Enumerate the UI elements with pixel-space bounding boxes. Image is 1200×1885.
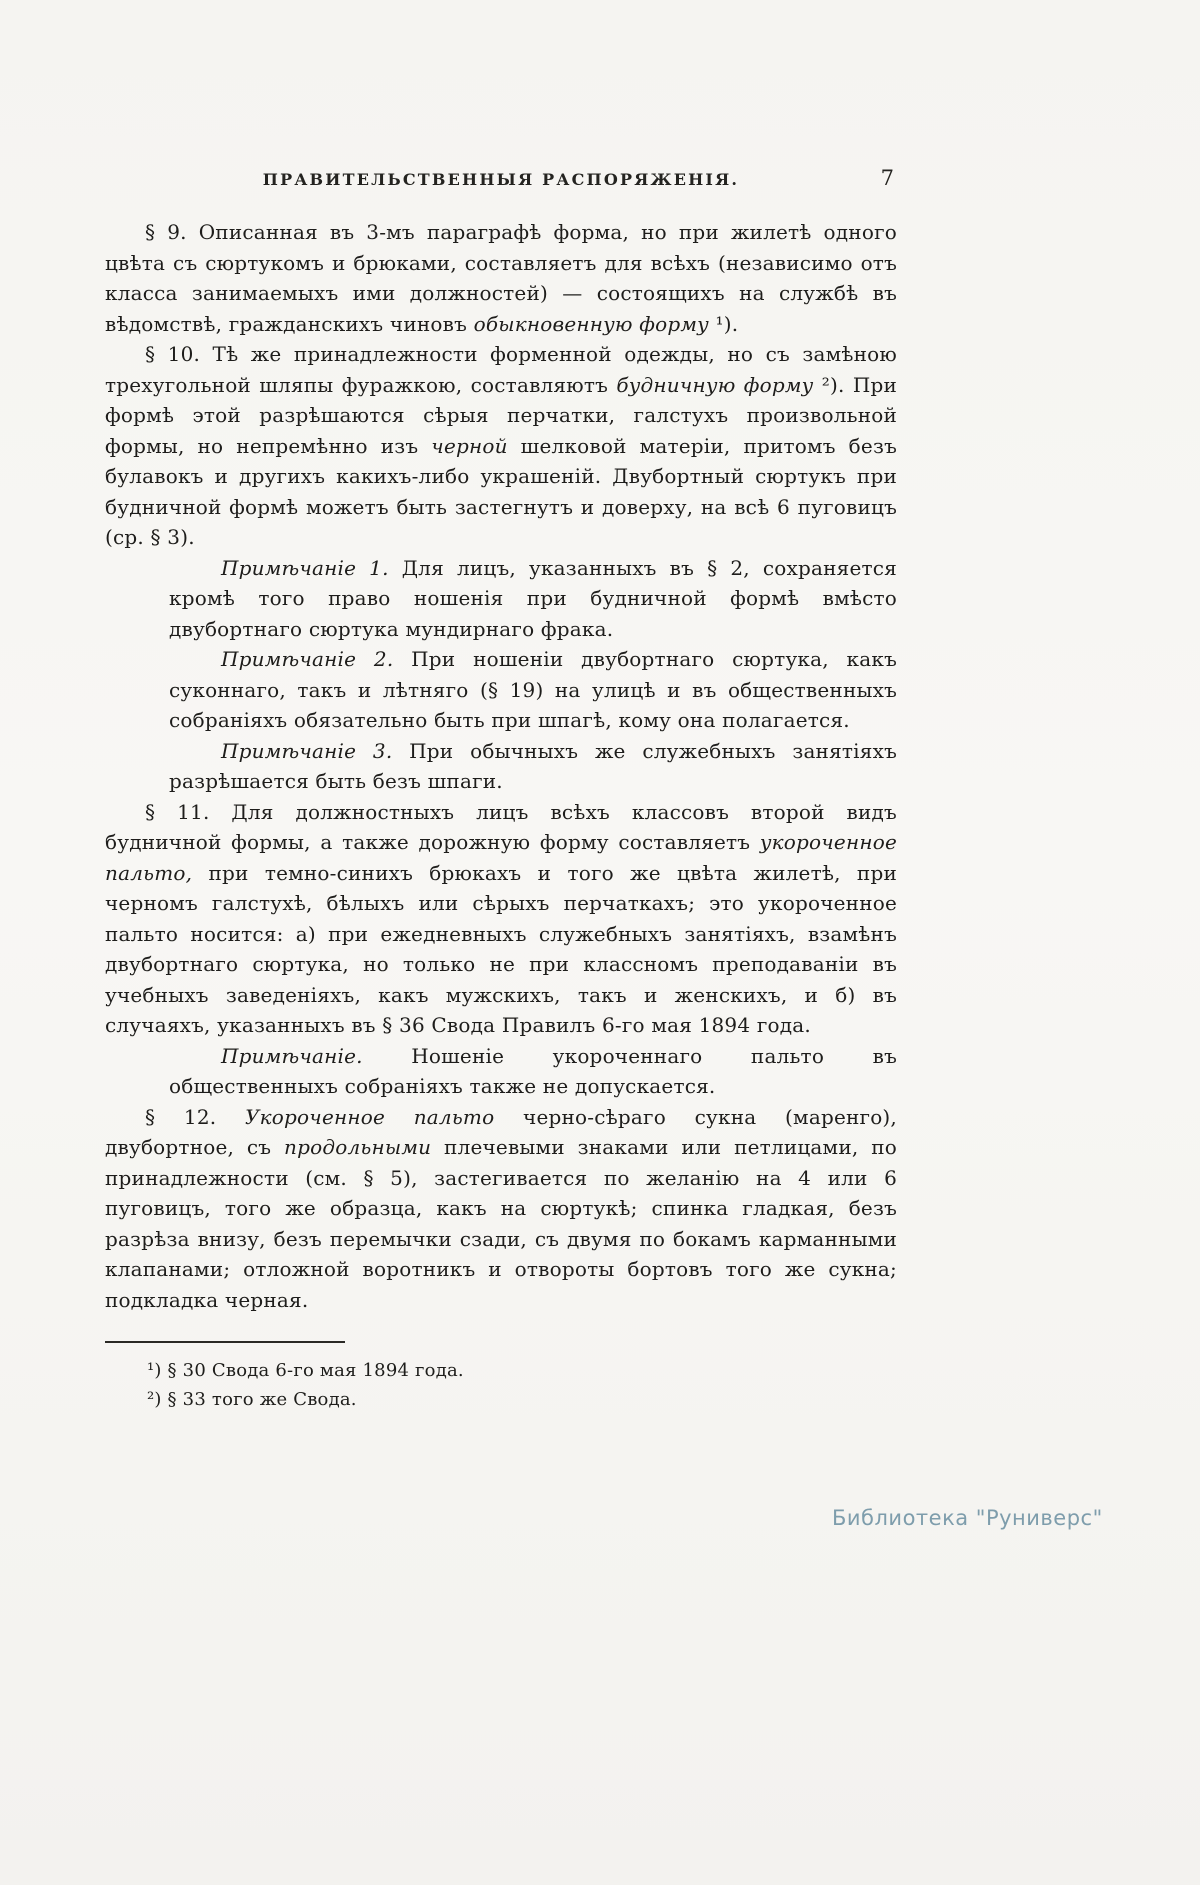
page-number: 7 — [880, 166, 895, 190]
paragraph-note-2 — [169, 644, 897, 736]
text-run-italic: Примѣчаніе 3. — [221, 738, 393, 763]
text-block — [105, 217, 897, 1315]
page-content — [105, 0, 897, 1414]
text-run: ¹). — [708, 311, 739, 336]
text-run-italic: будничную форму — [616, 372, 814, 397]
text-run-italic: Примѣчаніе 1. — [221, 555, 389, 580]
text-run: ²). При формѣ этой разрѣшаются сѣрыя перчатки, галстухъ произвольной формы, но непремѣнно изъ — [105, 372, 898, 458]
text-run: Для лицъ, указанныхъ въ § 2, сохраняется кромѣ того право ношенія при будничной формѣ вмѣсто двубортнаго сюртука мундирнаго фрака. — [169, 555, 897, 641]
text-run: При ношеніи двубортнаго сюртука, какъ суконнаго, такъ и лѣтняго (§ 19) на улицѣ и въ общественныхъ собраніяхъ обязательно быть при шпагѣ, кому она полагается. — [169, 647, 898, 732]
paragraph-note-4 — [169, 1041, 897, 1102]
footnote-2: ²) § 33 того же Свода. — [147, 1389, 357, 1410]
running-title: ПРАВИТЕЛЬСТВЕННЫЯ РАСПОРЯЖЕНІЯ. — [262, 170, 740, 189]
footnote-divider — [105, 1341, 345, 1343]
paragraph-section-9 — [105, 217, 897, 339]
text-run: Ношеніе укороченнаго пальто въ общественныхъ собраніяхъ также не допускается. — [169, 1043, 897, 1098]
text-run-italic: Укороченное пальто — [245, 1104, 495, 1129]
footnote-1: ¹) § 30 Свода 6-го мая 1894 года. — [147, 1360, 464, 1381]
text-run: черно-сѣраго сукна (маренго), двубортное, съ — [105, 1104, 897, 1159]
text-run: § 10. Тѣ же принадлежности форменной одежды, но съ замѣною трехугольной шляпы фуражкою, составляютъ — [105, 342, 897, 397]
text-run-italic: укороченное пальто, — [105, 830, 897, 885]
text-run-italic: Примѣчаніе. — [221, 1043, 363, 1068]
footnotes-section — [105, 1341, 897, 1414]
paragraph-note-3 — [169, 736, 897, 797]
paragraph-section-10 — [105, 339, 897, 553]
text-run-italic: Примѣчаніе 2. — [221, 647, 394, 671]
text-run: при темно-синихъ брюкахъ и того же цвѣта жилетѣ, при черномъ галстухѣ, бѣлыхъ или сѣрыхъ перчаткахъ; это укороченное пальто носится: а) при ежедневныхъ служебныхъ занятіяхъ, взамѣнъ двубортнаго сюртука, но только не при классномъ преподаваніи въ учебныхъ заведеніяхъ, какъ мужскихъ, такъ и женскихъ, и б) въ случаяхъ, указанныхъ въ § 36 Свода Правилъ 6-го мая 1894 года. — [105, 860, 897, 1037]
text-run-italic: обыкновенную форму — [473, 311, 709, 336]
text-run: плечевыми знаками или петлицами, по принадлежности (см. § 5), застегивается по желанію на 4 или 6 пуговицъ, того же образца, какъ на сюртукѣ; спинка гладкая, безъ разрѣза внизу, безъ перемычки сзади, съ двумя по бокамъ карманными клапанами; отложной воротникъ и отвороты бортовъ того же сукна; подкладка черная. — [105, 1135, 897, 1312]
text-run: шелковой матеріи, притомъ безъ булавокъ и другихъ какихъ-либо украшеній. Двубортный сюртукъ при будничной формѣ можетъ быть застегнутъ и доверху, на всѣ 6 пуговицъ (ср. § 3). — [105, 433, 897, 549]
text-run-italic: черной — [431, 433, 508, 458]
text-run: § 9. Описанная въ 3-мъ параграфѣ форма, но при жилетѣ одного цвѣта съ сюртукомъ и брюками, составляетъ для всѣхъ (независимо отъ класса занимаемыхъ ими должностей) — состоящихъ на службѣ въ вѣдомствѣ, гражданскихъ чиновъ — [105, 220, 897, 336]
text-run: При обычныхъ же служебныхъ занятіяхъ разрѣшается быть безъ шпаги. — [169, 738, 897, 793]
text-run: § 12. — [145, 1104, 246, 1129]
page-header — [105, 166, 897, 190]
paragraph-section-12 — [105, 1102, 897, 1316]
paragraph-note-1 — [169, 553, 897, 645]
text-run-italic: продольными — [284, 1135, 432, 1159]
paragraph-section-11 — [105, 797, 897, 1041]
text-run: § 11. Для должностныхъ лицъ всѣхъ классовъ второй видъ будничной формы, а также дорожную форму составляетъ — [105, 799, 897, 854]
library-watermark: Библиотека "Руниверс" — [832, 1506, 1103, 1530]
